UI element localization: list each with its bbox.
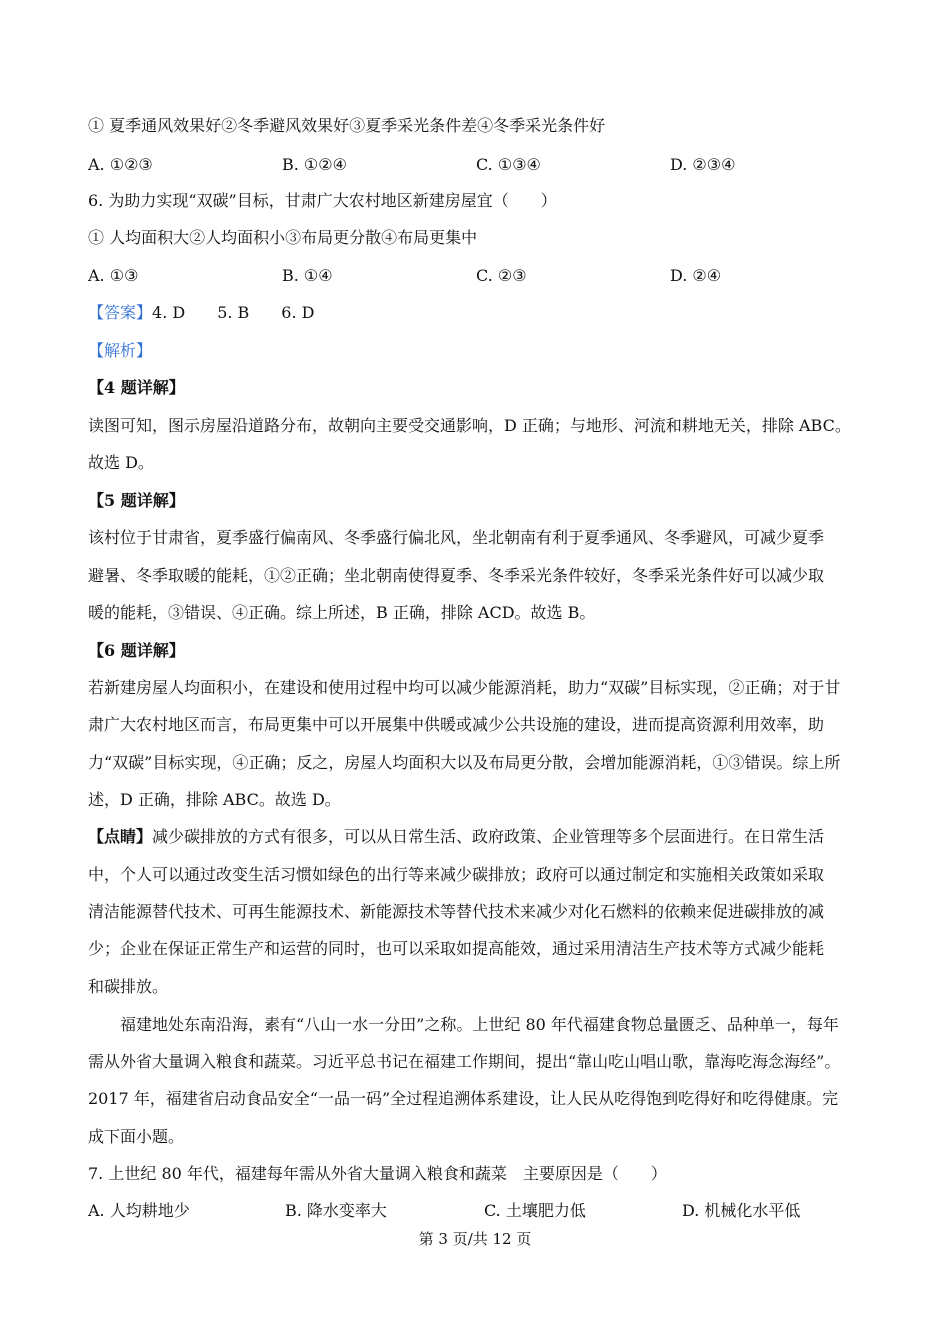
answer-text: 4. D 5. B 6. D xyxy=(152,303,315,322)
detail5-line: 避暑、冬季取暖的能耗，①②正确；坐北朝南使得夏季、冬季采光条件较好，冬季采光条件好可以减少取 xyxy=(88,566,825,585)
q7-option-c: C. 土壤肥力低 xyxy=(484,1201,586,1220)
detail5-line: 暖的能耗，③错误、④正确。综上所述，B 正确，排除 ACD。故选 B。 xyxy=(88,603,596,622)
remark-line: 和碳排放。 xyxy=(88,977,169,996)
q5-option-d: D. ②③④ xyxy=(670,155,736,174)
passage-line: 福建地处东南沿海，素有“八山一水一分田”之称。上世纪 80 年代福建食物总量匮乏、品种单一，每年 xyxy=(120,1015,839,1034)
detail6-line: 若新建房屋人均面积小，在建设和使用过程中均可以减少能源消耗，助力“双碳”目标实现，②正确；对于甘 xyxy=(88,678,841,697)
answer-line xyxy=(88,303,315,323)
page-footer: 第 3 页/共 12 页 xyxy=(418,1230,532,1248)
answer-tag: 【答案】 xyxy=(88,303,153,322)
q5-option-a: A. ①②③ xyxy=(88,155,153,174)
remark-line: 清洁能源替代技术、可再生能源技术、新能源技术等替代技术来减少对化石燃料的依赖来促进碳排放的减 xyxy=(88,902,825,921)
q6-option-b: B. ①④ xyxy=(282,266,333,285)
detail4-line: 故选 D。 xyxy=(88,453,154,472)
remark-line: 中，个人可以通过改变生活习惯如绿色的出行等来减少碳排放；政府可以通过制定和实施相关政策如采取 xyxy=(88,865,825,884)
q7-stem: 7. 上世纪 80 年代，福建每年需从外省大量调入粮食和蔬菜 主要原因是（ ） xyxy=(88,1164,667,1183)
q5-option-b: B. ①②④ xyxy=(282,155,347,174)
remark-line: 少；企业在保证正常生产和运营的同时，也可以采取如提高能效，通过采用清洁生产技术等方式减少能耗 xyxy=(88,939,825,958)
remark-line xyxy=(88,827,824,847)
detail6-line: 力“双碳”目标实现，④正确；反之，房屋人均面积大以及布局更分散，会增加能源消耗，①③错误。综上所 xyxy=(88,753,841,772)
remark-text: 减少碳排放的方式有很多，可以从日常生活、政府政策、企业管理等多个层面进行。在日常生活 xyxy=(152,827,825,846)
detail5-line: 该村位于甘肃省，夏季盛行偏南风、冬季盛行偏北风，坐北朝南有利于夏季通风、冬季避风，可减少夏季 xyxy=(88,528,825,547)
analysis-tag: 【解析】 xyxy=(88,341,153,360)
q7-option-a: A. 人均耕地少 xyxy=(88,1201,190,1220)
remark-tag: 【点睛】 xyxy=(88,827,153,846)
q6-stem-items: ① 人均面积大②人均面积小③布局更分散④布局更集中 xyxy=(88,228,478,247)
detail6-line: 肃广大农村地区而言，布局更集中可以开展集中供暖或减少公共设施的建设，进而提高资源利用效率，助 xyxy=(88,715,825,734)
q6-stem: 6. 为助力实现“双碳”目标，甘肃广大农村地区新建房屋宜（ ） xyxy=(88,191,557,210)
q6-option-a: A. ①③ xyxy=(88,266,139,285)
q6-option-d: D. ②④ xyxy=(670,266,722,285)
detail6-line: 述，D 正确，排除 ABC。故选 D。 xyxy=(88,790,341,809)
q7-option-d: D. 机械化水平低 xyxy=(682,1201,801,1220)
q7-option-b: B. 降水变率大 xyxy=(285,1201,387,1220)
q5-option-c: C. ①③④ xyxy=(476,155,541,174)
detail4-line: 读图可知，图示房屋沿道路分布，故朝向主要受交通影响，D 正确；与地形、河流和耕地无关，排除 ABC。 xyxy=(88,416,851,435)
q5-stem-items: ① 夏季通风效果好②冬季避风效果好③夏季采光条件差④冬季采光条件好 xyxy=(88,116,606,135)
detail6-heading: 【6 题详解】 xyxy=(88,641,185,660)
passage-line: 成下面小题。 xyxy=(88,1127,185,1146)
passage-line: 2017 年，福建省启动食品安全“一品一码”全过程追溯体系建设，让人民从吃得饱到吃得好和吃得健康。完 xyxy=(88,1089,839,1108)
detail5-heading: 【5 题详解】 xyxy=(88,491,185,510)
q6-option-c: C. ②③ xyxy=(476,266,527,285)
detail4-heading: 【4 题详解】 xyxy=(88,378,185,397)
passage-line: 需从外省大量调入粮食和蔬菜。习近平总书记在福建工作期间，提出“靠山吃山唱山歌，靠海吃海念海经”。 xyxy=(88,1052,841,1071)
